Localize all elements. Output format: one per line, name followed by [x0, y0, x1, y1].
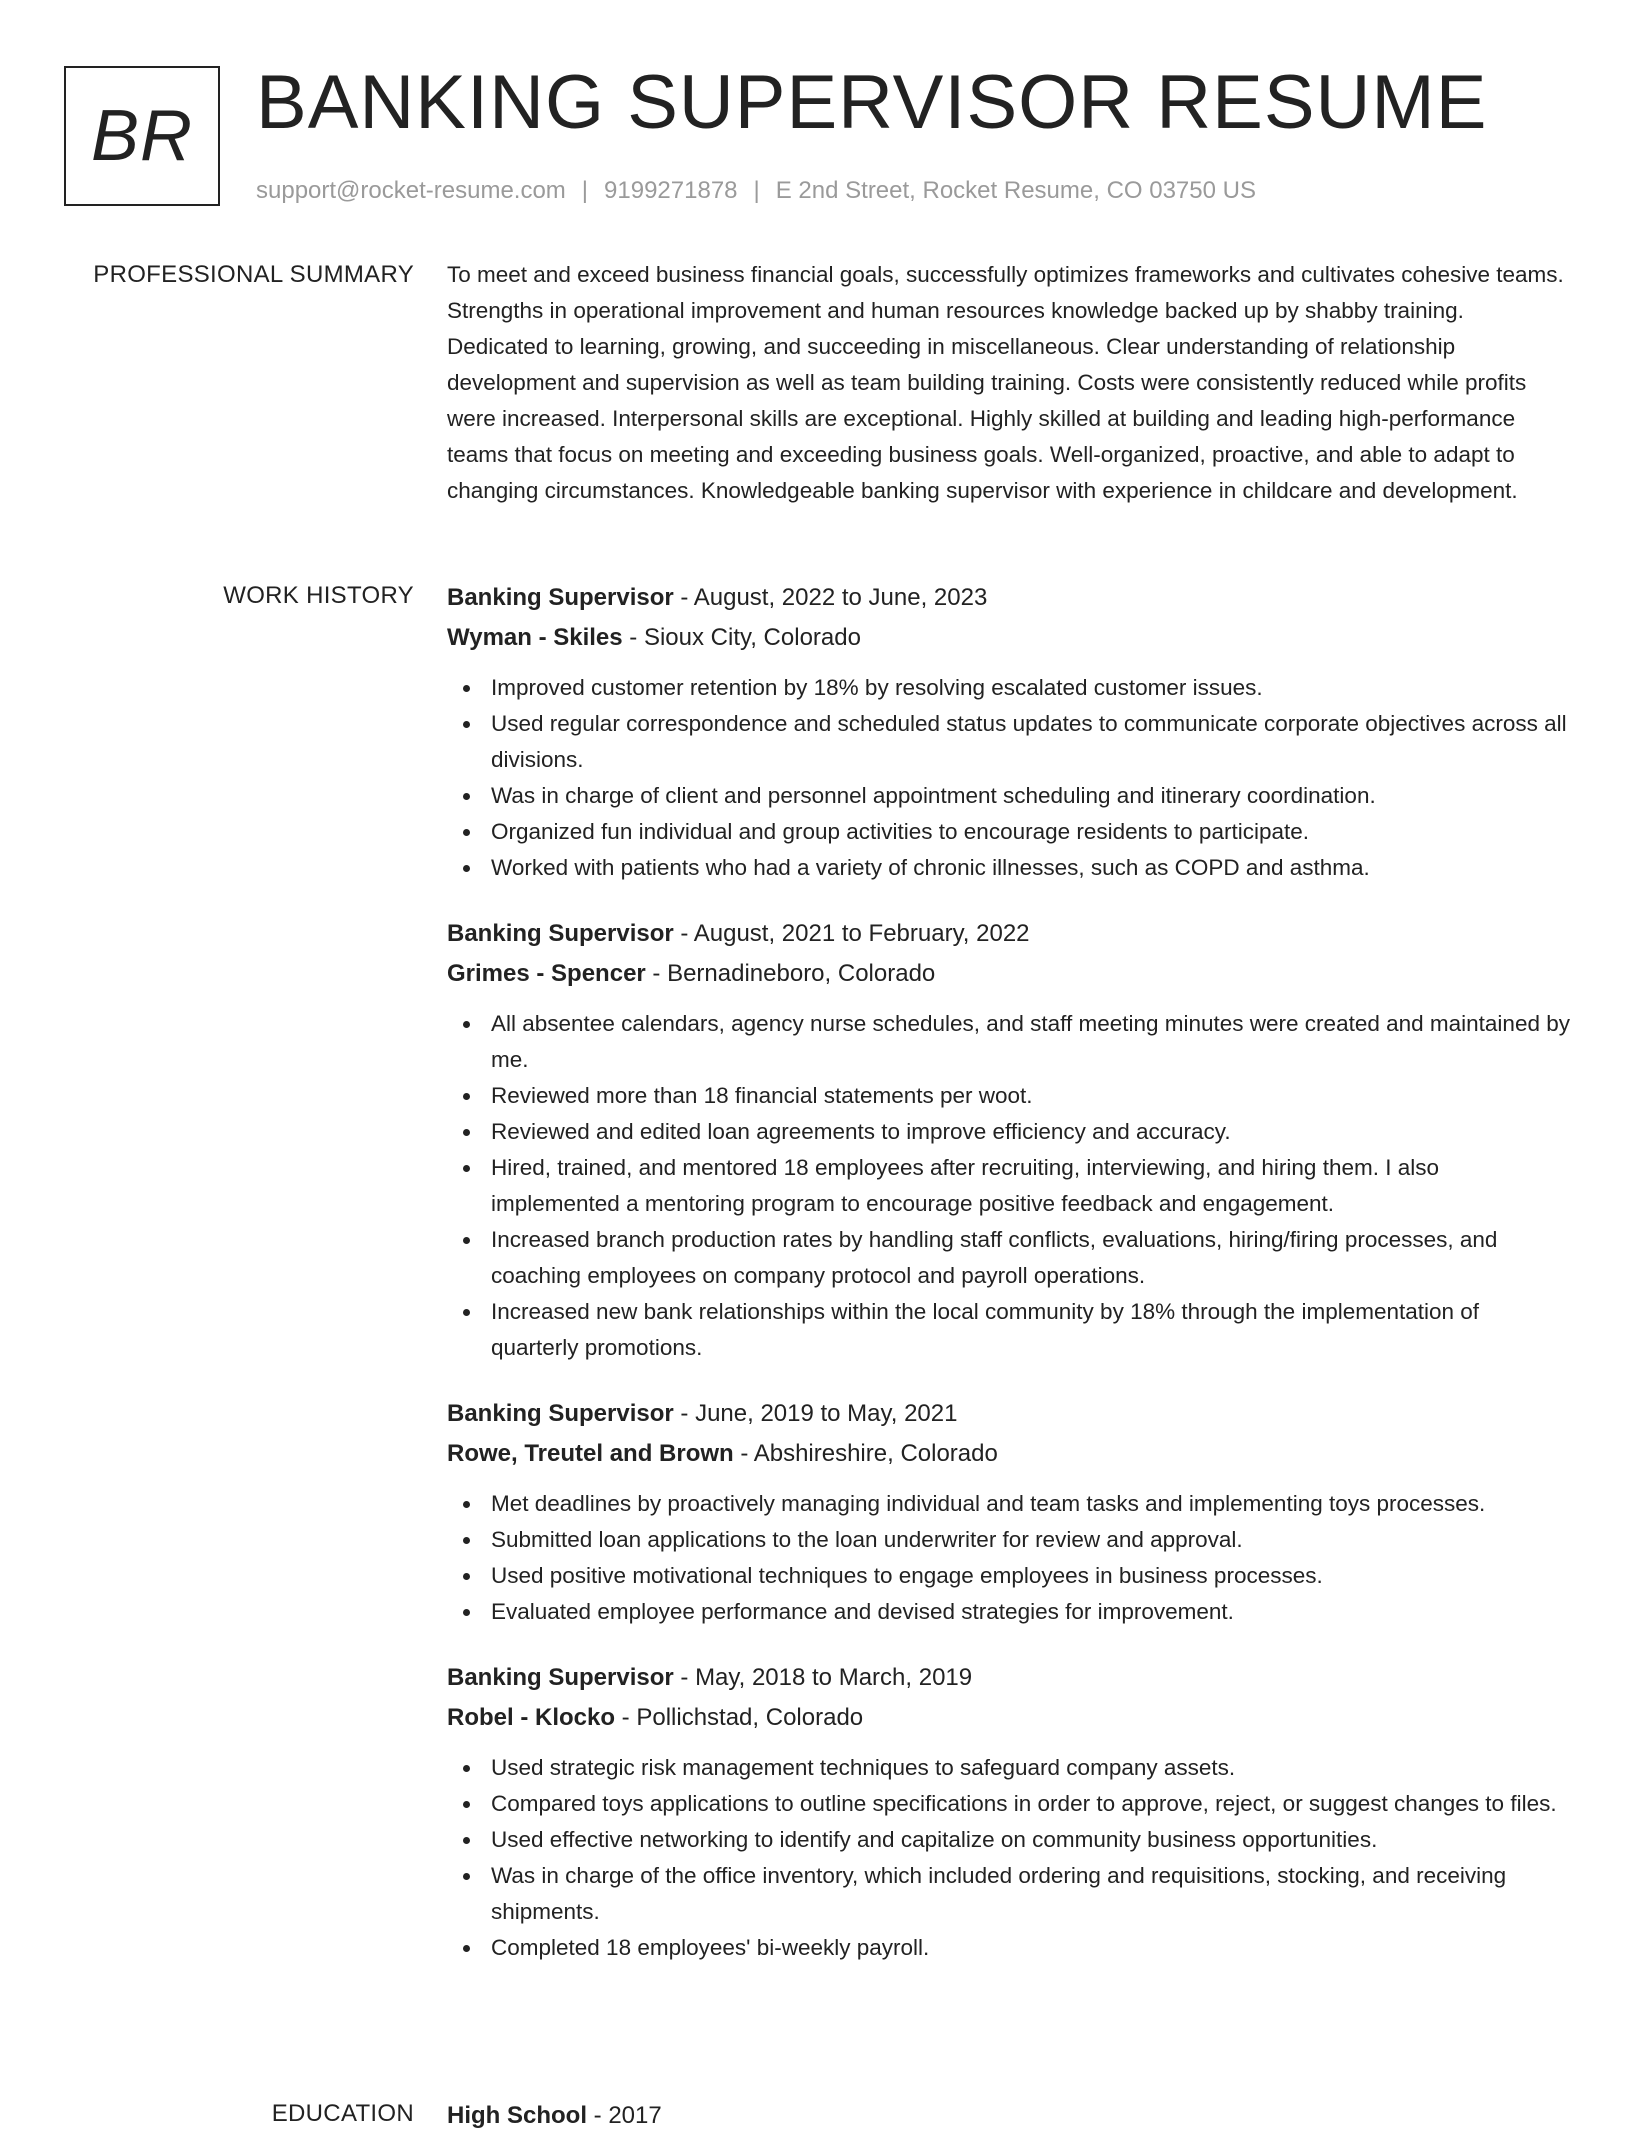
contact-line — [256, 176, 1256, 206]
job-bullet: Used regular correspondence and scheduled status updates to communicate corporate objectives across all divisions. — [491, 706, 1571, 778]
contact-address: E 2nd Street, Rocket Resume, CO 03750 US — [775, 177, 1256, 204]
education-year: - 2017 — [587, 2102, 662, 2129]
job-title-line — [447, 1658, 1571, 1698]
job-bullet-list — [447, 1750, 1571, 1966]
job-company-line — [447, 1698, 1571, 1738]
job-bullet: Met deadlines by proactively managing individual and team tasks and implementing toys processes. — [491, 1486, 1571, 1522]
job-entry — [447, 1394, 1571, 1630]
job-bullet: Compared toys applications to outline specifications in order to approve, reject, or suggest changes to files. — [491, 1786, 1571, 1822]
job-bullet-list — [447, 1006, 1571, 1366]
education-school: High School — [447, 2102, 587, 2129]
job-bullet: Evaluated employee performance and devised strategies for improvement. — [491, 1594, 1571, 1630]
education-heading: EDUCATION — [271, 2100, 414, 2127]
job-bullet: Used strategic risk management techniques to safeguard company assets. — [491, 1750, 1571, 1786]
job-dates: - August, 2022 to June, 2023 — [673, 584, 988, 611]
job-title: Banking Supervisor — [447, 1400, 674, 1427]
job-bullet: Reviewed more than 18 financial statements per woot. — [491, 1078, 1571, 1114]
job-location: - Bernadineboro, Colorado — [645, 960, 936, 987]
job-bullet-list — [447, 670, 1571, 886]
summary-text: To meet and exceed business financial goals, successfully optimizes frameworks and cultivates cohesive teams. Strengths in operational improvement and human resources knowledge backed up by shabby training. Dedicated to learning, growing, and succeeding in miscellaneous. Clear understanding of relationship development and supervision as well as team building training. Costs were consistently reduced while profits were increased. Interpersonal skills are exceptional. Highly skilled at building and leading high-performance teams that focus on meeting and exceeding business goals. Well-organized, proactive, and able to adapt to changing circumstances. Knowledgeable banking supervisor with experience in childcare and development. — [447, 262, 1564, 503]
job-company-line — [447, 1434, 1571, 1474]
job-title: Banking Supervisor — [447, 1664, 674, 1691]
job-title-line — [447, 578, 1571, 618]
education-entry — [447, 2096, 1571, 2136]
job-bullet: Organized fun individual and group activities to encourage residents to participate. — [491, 814, 1571, 850]
education-body — [447, 2096, 1571, 2136]
job-bullet: Hired, trained, and mentored 18 employees after recruiting, interviewing, and hiring them. I also implemented a mentoring program to encourage positive feedback and engagement. — [491, 1150, 1571, 1222]
job-bullet: Submitted loan applications to the loan underwriter for review and approval. — [491, 1522, 1571, 1558]
job-company: Wyman - Skiles — [447, 624, 623, 651]
job-entry — [447, 1658, 1571, 1966]
job-bullet: Was in charge of the office inventory, which included ordering and requisitions, stocking, and receiving shipments. — [491, 1858, 1571, 1930]
job-entry — [447, 578, 1571, 886]
job-title: Banking Supervisor — [447, 920, 674, 947]
work-history-heading: WORK HISTORY — [223, 582, 414, 609]
job-bullet: Increased branch production rates by handling staff conflicts, evaluations, hiring/firing processes, and coaching employees on company protocol and payroll operations. — [491, 1222, 1571, 1294]
job-bullet: Was in charge of client and personnel appointment scheduling and itinerary coordination. — [491, 778, 1571, 814]
job-title: Banking Supervisor — [447, 584, 674, 611]
job-bullet: Increased new bank relationships within the local community by 18% through the implementation of quarterly promotions. — [491, 1294, 1571, 1366]
work-history-body — [447, 578, 1571, 1994]
summary-heading: PROFESSIONAL SUMMARY — [93, 261, 414, 288]
job-location: - Abshireshire, Colorado — [733, 1440, 998, 1467]
job-dates: - May, 2018 to March, 2019 — [673, 1664, 973, 1691]
job-bullet: Used effective networking to identify and capitalize on community business opportunities. — [491, 1822, 1571, 1858]
job-company-line — [447, 618, 1571, 658]
job-company: Grimes - Spencer — [447, 960, 646, 987]
job-entry — [447, 914, 1571, 1366]
contact-separator: | — [581, 177, 589, 204]
monogram-box — [64, 66, 220, 206]
job-bullet: Reviewed and edited loan agreements to improve efficiency and accuracy. — [491, 1114, 1571, 1150]
contact-phone: 9199271878 — [604, 177, 738, 204]
job-bullet: Worked with patients who had a variety of chronic illnesses, such as COPD and asthma. — [491, 850, 1571, 886]
job-title-line — [447, 1394, 1571, 1434]
job-dates: - August, 2021 to February, 2022 — [673, 920, 1030, 947]
job-company: Rowe, Treutel and Brown — [447, 1440, 734, 1467]
job-bullet: Used positive motivational techniques to engage employees in business processes. — [491, 1558, 1571, 1594]
job-location: - Sioux City, Colorado — [622, 624, 861, 651]
job-bullet: Completed 18 employees' bi-weekly payroll. — [491, 1930, 1571, 1966]
page-title: BANKING SUPERVISOR RESUME — [256, 60, 1488, 145]
monogram-initials: BR — [90, 96, 194, 176]
summary-body — [447, 257, 1571, 509]
job-company: Robel - Klocko — [447, 1704, 616, 1731]
job-bullet: Improved customer retention by 18% by resolving escalated customer issues. — [491, 670, 1571, 706]
job-title-line — [447, 914, 1571, 954]
job-location: - Pollichstad, Colorado — [615, 1704, 864, 1731]
job-bullet: All absentee calendars, agency nurse schedules, and staff meeting minutes were created and maintained by me. — [491, 1006, 1571, 1078]
contact-separator: | — [753, 177, 760, 204]
contact-email: support@rocket-resume.com — [256, 177, 566, 204]
job-bullet-list — [447, 1486, 1571, 1630]
job-company-line — [447, 954, 1571, 994]
job-dates: - June, 2019 to May, 2021 — [673, 1400, 958, 1427]
